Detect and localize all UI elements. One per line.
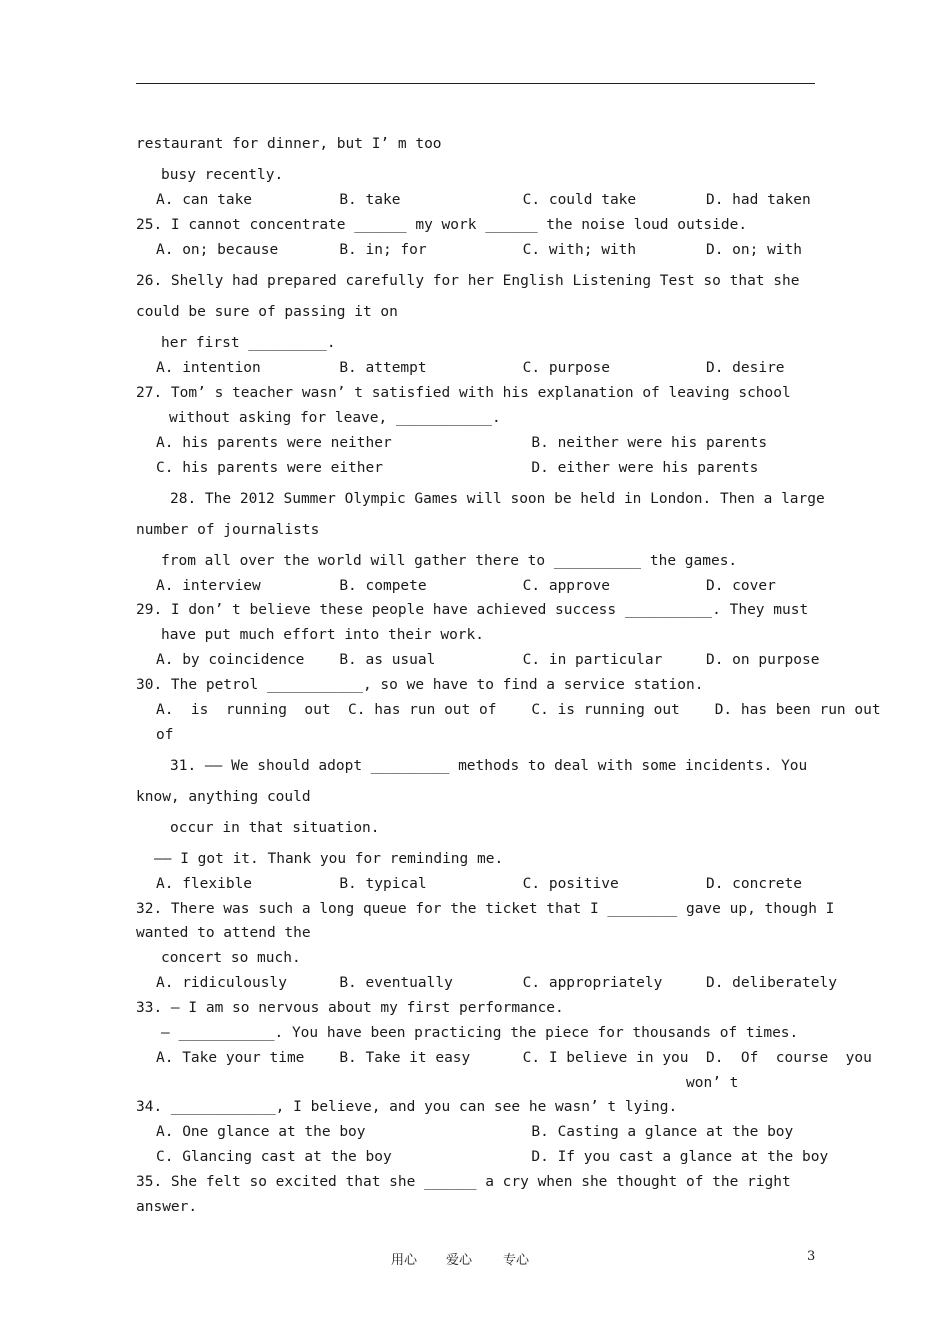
text-line: occur in that situation. (170, 820, 380, 836)
header-rule (136, 83, 815, 84)
footer-text-2: 爱心 (446, 1253, 473, 1268)
question-35: 35. She felt so excited that she ______ a cry when she thought of the right (136, 1174, 791, 1190)
option-row: A. intention B. attempt C. purpose D. desire (156, 360, 785, 376)
option-row: A. by coincidence B. as usual C. in particular D. on purpose (156, 652, 820, 668)
option-row: C. Glancing cast at the boy D. If you cast a glance at the boy (156, 1149, 829, 1165)
text-line: answer. (136, 1199, 198, 1215)
text-line: know, anything could (136, 789, 311, 805)
option-row: A. can take B. take C. could take D. had taken (156, 192, 811, 208)
text-line: concert so much. (161, 950, 301, 966)
text-line: her first _________. (161, 335, 336, 351)
text-line: won’ t (686, 1075, 739, 1091)
option-row: A. on; because B. in; for C. with; with D. on; with (156, 242, 803, 258)
question-26: 26. Shelly had prepared carefully for her English Listening Test so that she (136, 273, 800, 289)
option-row: A. interview B. compete C. approve D. cover (156, 578, 776, 594)
option-row: A. Take your time B. Take it easy C. I believe in you D. Of course you (156, 1050, 872, 1066)
text-line: of (156, 727, 174, 743)
option-row: A. ridiculously B. eventually C. appropriately D. deliberately (156, 975, 837, 991)
text-line: without asking for leave, ___________. (169, 410, 501, 426)
question-33: 33. — I am so nervous about my first performance. (136, 1000, 564, 1016)
text-line: number of journalists (136, 522, 320, 538)
option-row: A. One glance at the boy B. Casting a glance at the boy (156, 1124, 794, 1140)
text-line: wanted to attend the (136, 925, 311, 941)
question-29: 29. I don’ t believe these people have achieved success __________. They must (136, 602, 809, 618)
option-row: A. his parents were neither B. neither were his parents (156, 435, 768, 451)
question-31: 31. —— We should adopt _________ methods to deal with some incidents. You (170, 758, 808, 774)
footer-text-1: 用心 (391, 1253, 418, 1268)
question-32: 32. There was such a long queue for the ticket that I ________ gave up, though I (136, 901, 835, 917)
text-line: busy recently. (161, 167, 284, 183)
question-27: 27. Tom’ s teacher wasn’ t satisfied with his explanation of leaving school (136, 385, 791, 401)
option-row: A. is running out C. has run out of C. is running out D. has been run out (156, 702, 881, 718)
question-30: 30. The petrol ___________, so we have to find a service station. (136, 677, 704, 693)
footer-text-3: 专心 (503, 1253, 530, 1268)
text-line: restaurant for dinner, but I’ m too (136, 136, 442, 152)
question-28: 28. The 2012 Summer Olympic Games will soon be held in London. Then a large (170, 491, 825, 507)
text-line: —— I got it. Thank you for reminding me. (154, 851, 504, 867)
question-34: 34. ____________, I believe, and you can see he wasn’ t lying. (136, 1099, 678, 1115)
text-line: have put much effort into their work. (161, 627, 485, 643)
option-row: C. his parents were either D. either were his parents (156, 460, 759, 476)
text-line: from all over the world will gather there to __________ the games. (161, 553, 738, 569)
option-row: A. flexible B. typical C. positive D. concrete (156, 876, 803, 892)
text-line: — ___________. You have been practicing the piece for thousands of times. (161, 1025, 799, 1041)
text-line: could be sure of passing it on (136, 304, 398, 320)
page-number: 3 (807, 1249, 816, 1264)
question-25: 25. I cannot concentrate ______ my work ______ the noise loud outside. (136, 217, 748, 233)
